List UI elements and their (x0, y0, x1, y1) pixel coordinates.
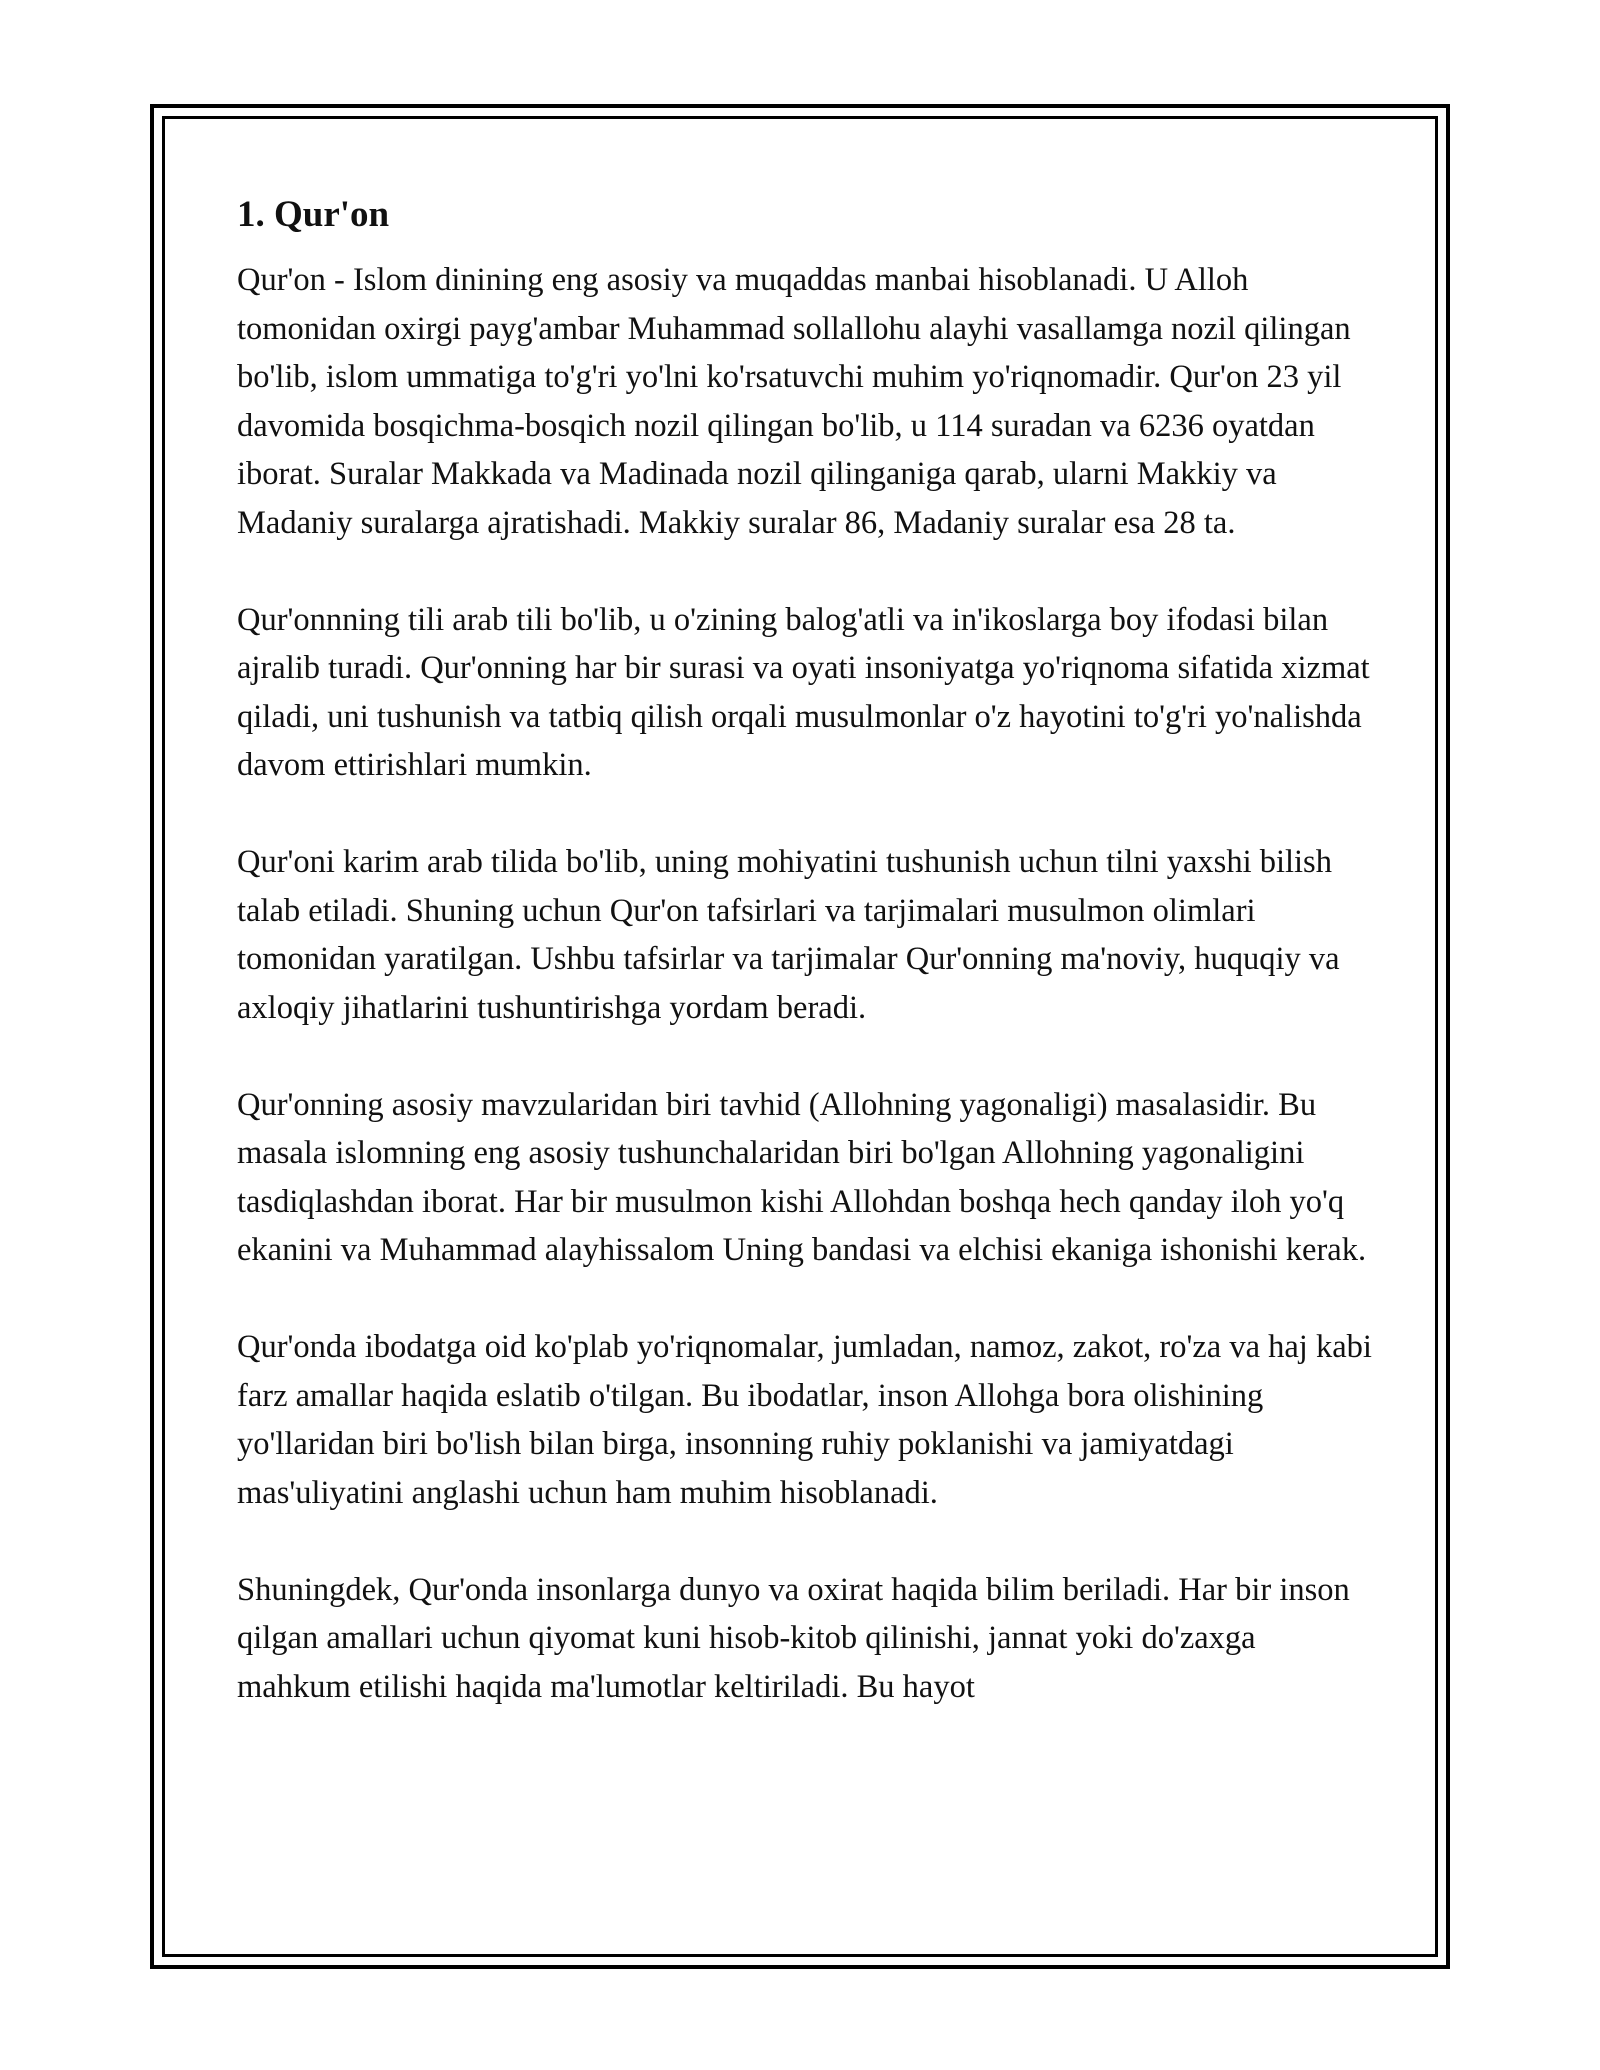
paragraph-tafsir: Qur'oni karim arab tilida bo'lib, uning mohiyatini tushunish uchun tilni yaxshi bilish talab etiladi. Shuning uchun Qur'on tafsirlari va tarjimalari musulmon olimlari tomonidan yaratilgan. Ushbu tafsirlar va tarjimalar Qur'onning ma'noviy, huquqiy va axloqiy jihatlarini tushuntirishga yordam beradi. (237, 844, 1340, 1026)
paragraph-intro: Qur'on - Islom dinining eng asosiy va muqaddas manbai hisoblanadi. U Alloh tomonidan oxirgi payg'ambar Muhammad sollallohu alayhi vasallamga nozil qilingan bo'lib, islom ummatiga to'g'ri yo'lni ko'rsatuvchi muhim yo'riqnomadir. Qur'on 23 yil davomida bosqichma-bosqich nozil qilingan bo'lib, u 114 suradan va 6236 oyatdan iborat. Suralar Makkada va Madinada nozil qilinganiga qarab, ularni Makkiy va Madaniy suralarga ajratishadi. Makkiy suralar 86, Madaniy suralar esa 28 ta. (237, 262, 1351, 541)
paragraph-afterlife: Shuningdek, Qur'onda insonlarga dunyo va oxirat haqida bilim beriladi. Har bir inson qilgan amallari uchun qiyomat kuni hisob-kitob qilinishi, jannat yoki do'zaxga mahkum etilishi haqida ma'lumotlar keltiriladi. Bu hayot (237, 1571, 1350, 1705)
paragraph-worship: Qur'onda ibodatga oid ko'plab yo'riqnomalar, jumladan, namoz, zakot, ro'za va haj kabi farz amallar haqida eslatib o'tilgan. Bu ibodatlar, inson Allohga bora olishining yo'llaridan biri bo'lish bilan birga, insonning ruhiy poklanishi va jamiyatdagi mas'uliyatini anglashi uchun ham muhim hisoblanadi. (237, 1329, 1372, 1511)
paragraph-tawhid: Qur'onning asosiy mavzularidan biri tavhid (Allohning yagonaligi) masalasidir. Bu masala islomning eng asosiy tushunchalaridan biri bo'lgan Allohning yagonaligini tasdiqlashdan iborat. Har bir musulmon kishi Allohdan boshqa hech qanday iloh yo'q ekanini va Muhammad alayhissalom Uning bandasi va elchisi ekaniga ishonishi kerak. (237, 1086, 1367, 1268)
document-body (237, 186, 1377, 1760)
section-title: 1. Qur'on (237, 194, 390, 235)
paragraph-language: Qur'onnning tili arab tili bo'lib, u o'zining balog'atli va in'ikoslarga boy ifodasi bilan ajralib turadi. Qur'onning har bir surasi va oyati insoniyatga yo'riqnoma sifatida xizmat qiladi, uni tushunish va tatbiq qilish orqali musulmonlar o'z hayotini to'g'ri yo'nalishda davom ettirishlari mumkin. (237, 601, 1370, 783)
